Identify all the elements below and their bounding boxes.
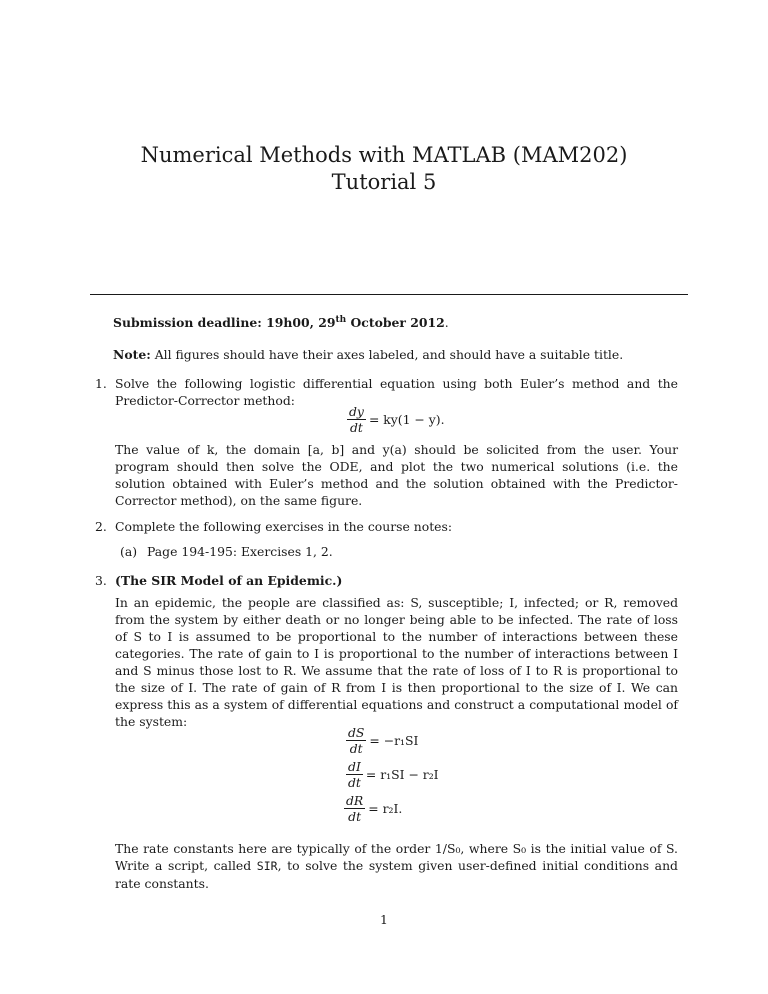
fraction-numerator: dS xyxy=(348,725,365,740)
page-number: 1 xyxy=(380,912,388,927)
equation-rhs: = −r₁SI xyxy=(369,733,419,748)
submission-deadline xyxy=(113,312,449,331)
question-2-number: 2. xyxy=(95,519,107,534)
deadline-date: October 2012 xyxy=(346,315,445,331)
document-subtitle: Tutorial 5 xyxy=(331,170,437,194)
closing-text-b: , to solve the system given user-defined initial conditions and rate constants. xyxy=(115,858,678,891)
fraction-r xyxy=(344,793,365,824)
horizontal-rule xyxy=(90,294,688,295)
question-2a-label: (a) xyxy=(120,544,138,559)
fraction-denominator: dt xyxy=(348,775,361,790)
fraction-numerator: dR xyxy=(346,793,364,808)
fraction-denominator: dt xyxy=(348,809,362,824)
fraction-s xyxy=(346,725,366,756)
sir-equation-s xyxy=(346,725,418,756)
question-2a-text: Page 194-195: Exercises 1, 2. xyxy=(147,544,333,559)
deadline-sup: th xyxy=(335,315,347,325)
sir-equation-i xyxy=(346,759,439,790)
note-text: All figures should have their axes labeled, and should have a suitable title. xyxy=(150,347,624,362)
question-1-intro: Solve the following logistic differential equation using both Euler’s method and the Predictor-Corrector method: xyxy=(115,376,678,408)
note-label: Note: xyxy=(113,347,151,362)
logistic-fraction xyxy=(347,404,366,435)
sir-equation-r xyxy=(344,793,402,824)
closing-text-a: The rate constants here are typically of the order 1/S₀, where S₀ is the initial value of S. Write a script, called xyxy=(115,841,678,873)
deadline-label: Submission deadline: 19h00, 29 xyxy=(113,315,336,331)
question-3-body: In an epidemic, the people are classified as: S, susceptible; I, infected; or R, removed from the system by either death or no longer being able to be infected. The rate of loss of S to I is assumed to be proportional to the number of interactions between these categories. The rate of gain to I is proportional to the number of interactions between I and S minus those lost to R. We assume that the rate of loss of I to R is proportional to the size of I. The rate of gain of R from I is then proportional to the size of I. We can express this as a system of differential equations and construct a computational model of the system: xyxy=(115,595,678,729)
fraction-numerator: dy xyxy=(349,404,364,419)
question-1-number: 1. xyxy=(95,376,107,391)
question-3-number: 3. xyxy=(95,573,107,588)
fraction-denominator: dt xyxy=(350,420,363,435)
logistic-equation xyxy=(347,404,445,435)
equation-rhs: = ky(1 − y). xyxy=(368,412,445,427)
script-name: SIR xyxy=(256,859,278,873)
note xyxy=(113,346,623,363)
deadline-end: . xyxy=(444,315,449,331)
equation-rhs: = r₂I. xyxy=(368,801,403,816)
fraction-numerator: dI xyxy=(346,759,363,775)
equation-rhs: = r₁SI − r₂I xyxy=(365,767,439,782)
fraction-i xyxy=(346,759,363,790)
fraction-denominator: dt xyxy=(349,741,363,756)
question-1-body: The value of k, the domain [a, b] and y(a) should be solicited from the user. Your program should then solve the ODE, and plot the two numerical solutions (i.e. the solution obtained with Euler’s method and the solution obtained with the Predictor-Corrector method), on the same figure. xyxy=(115,442,678,508)
document-title: Numerical Methods with MATLAB (MAM202) xyxy=(140,143,628,167)
question-3-heading: (The SIR Model of an Epidemic.) xyxy=(115,573,343,588)
question-3-closing xyxy=(115,840,678,892)
question-2-intro: Complete the following exercises in the course notes: xyxy=(115,519,453,534)
